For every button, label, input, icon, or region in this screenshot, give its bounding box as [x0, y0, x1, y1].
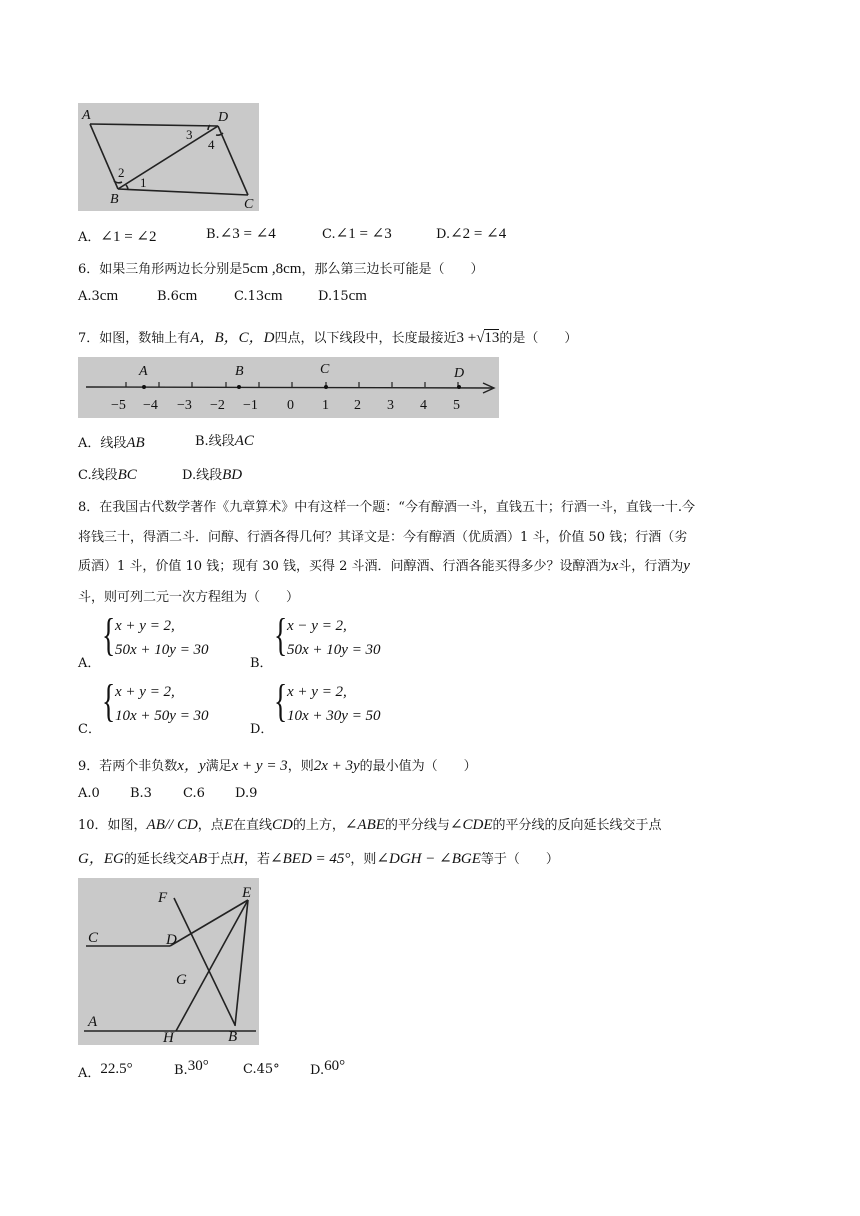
q10-label-B: B	[228, 1029, 238, 1045]
q5-option-b-math: ∠3 = ∠4	[219, 226, 276, 242]
q7-radicand: 13	[484, 330, 500, 346]
q5-angle-4: 4	[208, 137, 215, 152]
q7-tick-label: 1	[322, 398, 329, 413]
q10-option-c: C.45°	[243, 1062, 280, 1077]
q8-option-c-letter: C．	[78, 722, 101, 737]
q10-option-a: A．22.5°	[78, 1061, 133, 1081]
q8-brace-icon: {	[102, 675, 116, 726]
q8-option-b-system: x − y = 2, 50x + 10y = 30	[287, 618, 381, 658]
q7-axis-letter-C: C	[320, 362, 330, 377]
q5-label-A: A	[82, 108, 91, 123]
q8-option-d-system: x + y = 2, 10x + 30y = 50	[287, 684, 381, 724]
q7-option-a: A．线段AB	[78, 435, 145, 451]
q7-sqrt-icon: √	[476, 330, 485, 346]
q7-option-b: B.线段AC	[195, 433, 254, 449]
q5-option-a: A．∠1 = ∠2	[78, 229, 157, 245]
q5-option-c: C.∠1 = ∠3	[322, 226, 392, 242]
q8-line-2: 将钱三十，得酒二斗．问醇、行酒各得几何？其译文是：今有醇酒（优质酒）1 斗，价值 50 钱；行酒（劣	[78, 530, 688, 545]
q7-tick-label: 3	[387, 398, 394, 413]
q7-point-C	[324, 385, 328, 389]
q7-point-B	[237, 385, 241, 389]
q7-points: A，B，C，D	[190, 330, 275, 346]
q6-option-d: D.15cm	[318, 288, 367, 304]
q5-label-D: D	[218, 110, 229, 125]
q5-label-C: C	[244, 197, 254, 211]
q7-axis-letter-A: A	[139, 364, 148, 379]
q9-option-a: A.0	[78, 786, 100, 801]
q7-tick-label: −3	[177, 398, 192, 413]
q7-tick-label: 2	[354, 398, 361, 413]
q8-brace-icon: {	[102, 609, 116, 660]
q8-option-a-system: x + y = 2, 50x + 10y = 30	[115, 618, 209, 658]
q7-tick-label: −4	[143, 398, 158, 413]
q8-line-3: 质酒）1 斗，价值 10 钱；现有 30 钱，买得 2 斗酒．问醇酒、行酒各能买得多少？设醇酒为x斗，行酒为y	[78, 558, 690, 574]
q5-angle-1: 1	[140, 175, 147, 190]
q8-brace-icon: {	[274, 609, 288, 660]
q9-question: 9．若两个非负数x，y满足x + y = 3，则2x + 3y的最小值为（ ）	[78, 758, 477, 774]
q8-option-d-letter: D．	[250, 722, 274, 737]
q6-question: 6．如果三角形两边长分别是5cm ,8cm，那么第三边长可能是（ ）	[78, 261, 484, 277]
q8-brace-icon: {	[274, 675, 288, 726]
q10-label-G: G	[176, 972, 187, 988]
q7-question: 7．如图，数轴上有A，B，C，D四点，以下线段中，长度最接近3 +√13的是（ ）	[78, 330, 578, 346]
q9-option-b: B.3	[130, 786, 152, 801]
q10-label-D: D	[166, 932, 177, 948]
q10-line-1: 10．如图，AB// CD，点E在直线CD的上方，∠ABE的平分线与∠CDE的平分线的反向延长线交于点	[78, 817, 662, 833]
q7-tick-label: 0	[287, 398, 294, 413]
q5-label-B: B	[110, 192, 119, 207]
q5-parallelogram-figure	[78, 103, 259, 211]
q6-option-c: C.13cm	[234, 288, 283, 304]
q7-axis-letter-B: B	[235, 364, 244, 379]
q9-option-c: C.6	[183, 786, 205, 801]
q7-axis-letter-D: D	[454, 366, 465, 381]
q5-option-d-math: ∠2 = ∠4	[450, 226, 507, 242]
q8-option-a-letter: A．	[78, 656, 101, 671]
q8-line-1: 8．在我国古代数学著作《九章算术》中有这样一个题：“今有醇酒一斗，直钱五十；行酒一斗，直钱一十.今	[78, 500, 696, 515]
q7-tick-label: −2	[210, 398, 225, 413]
q5-option-a-math: ∠1 = ∠2	[100, 229, 157, 245]
q5-option-c-math: ∠1 = ∠3	[335, 226, 392, 242]
q7-option-d: D.线段BD	[182, 467, 243, 483]
q7-tick-label: −5	[111, 398, 126, 413]
q6-lengths: 5cm ,8cm	[242, 261, 302, 277]
q5-angle-2: 2	[118, 165, 125, 180]
q7-tick-label: 5	[453, 398, 460, 413]
q7-option-c: C.线段BC	[78, 467, 137, 483]
q5-option-b: B.∠3 = ∠4	[206, 226, 276, 242]
q10-label-H: H	[163, 1030, 174, 1045]
q8-option-c-system: x + y = 2, 10x + 50y = 30	[115, 684, 209, 724]
q7-value: 3 +	[456, 330, 477, 346]
q5-option-d: D.∠2 = ∠4	[436, 226, 507, 242]
q5-angle-3: 3	[186, 127, 193, 142]
q10-label-F: F	[158, 890, 168, 906]
q7-number-line-figure	[78, 357, 499, 418]
q10-line-2: G，EG的延长线交AB于点H，若∠BED = 45°，则∠DGH − ∠BGE等于（ ）	[78, 851, 559, 867]
q10-option-b: B.30°	[174, 1058, 209, 1078]
q7-tick-label: −1	[243, 398, 258, 413]
q10-label-A: A	[88, 1014, 98, 1030]
q9-option-d: D.9	[235, 786, 258, 801]
q8-line-4: 斗，则可列二元一次方程组为（ ）	[78, 590, 300, 605]
q7-point-D	[457, 385, 461, 389]
q7-point-A	[142, 385, 146, 389]
q6-option-b: B.6cm	[157, 288, 198, 304]
q6-option-a: A.3cm	[78, 288, 119, 304]
q10-option-d: D.60°	[310, 1058, 346, 1078]
q10-label-E: E	[242, 885, 252, 901]
q7-tick-label: 4	[420, 398, 427, 413]
q8-option-b-letter: B．	[250, 656, 273, 671]
q10-label-C: C	[88, 930, 99, 946]
q10-geometry-figure	[78, 878, 259, 1045]
